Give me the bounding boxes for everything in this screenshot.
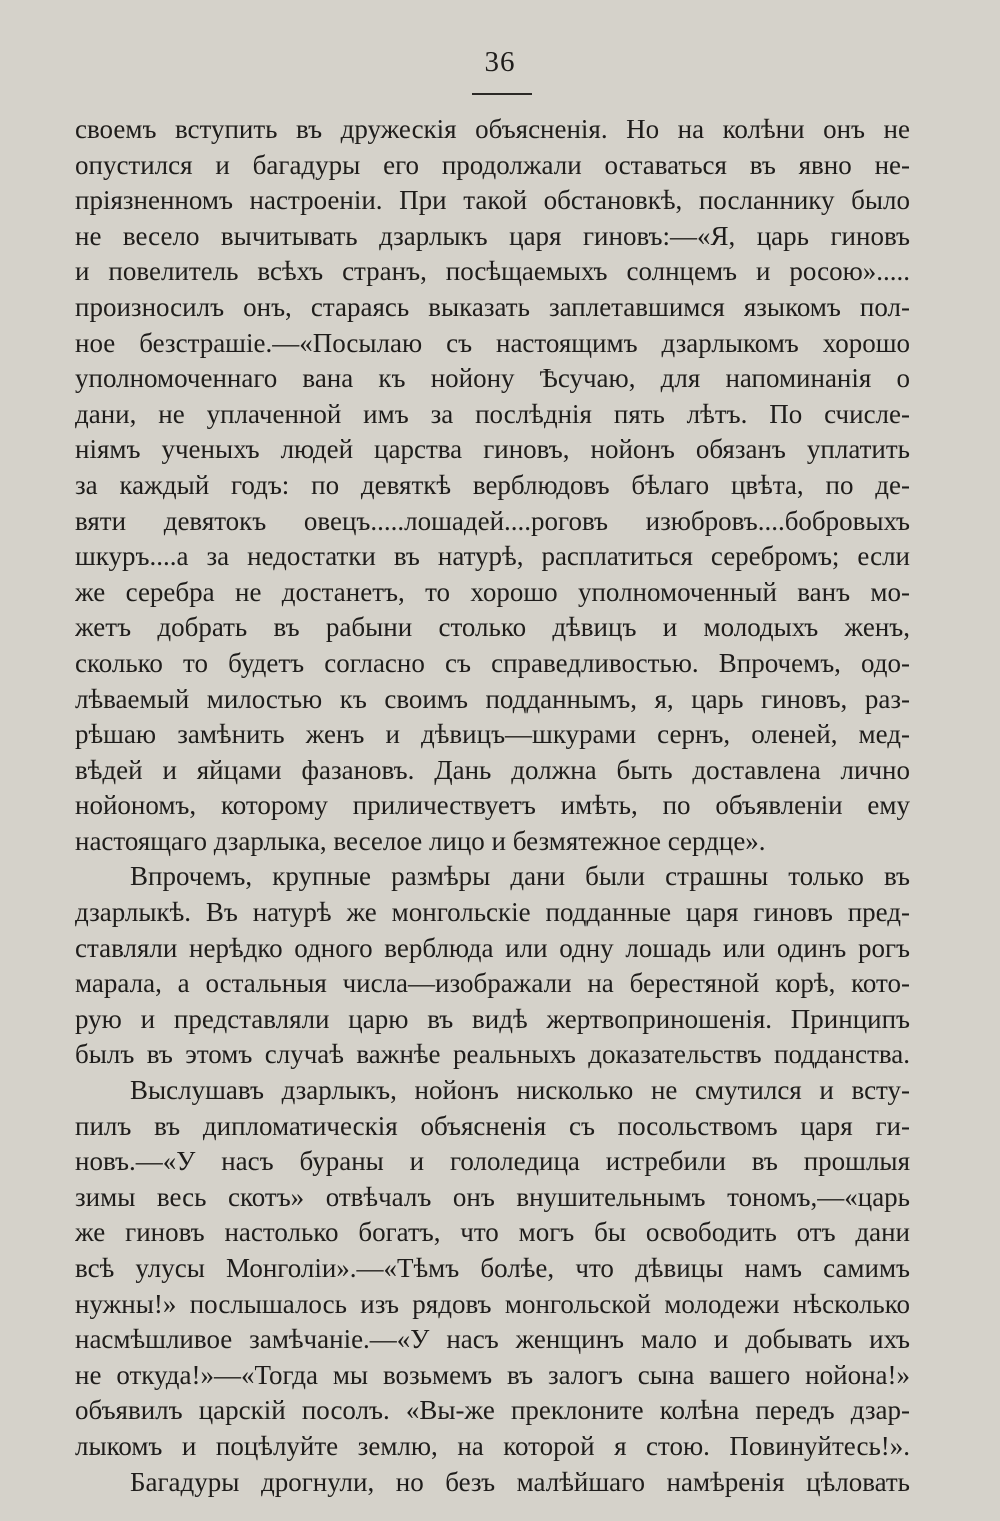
text-line: рую и представляли царю въ видѣ жертвоприношенія. Принципъ — [75, 1003, 910, 1034]
text-line: лѣваемый милостью къ своимъ подданнымъ, я, царь гиновъ, раз- — [75, 683, 910, 714]
text-line: былъ въ этомъ случаѣ важнѣе реальныхъ доказательствъ подданства. — [75, 1039, 910, 1070]
text-line: же серебра не достанетъ, то хорошо уполномоченный ванъ мо- — [75, 576, 910, 607]
text-line: ставляли нерѣдко одного верблюда или одну лошадь или одинъ рогъ — [75, 932, 910, 963]
text-line: не весело вычитывать дзарлыкъ царя гиновъ:—«Я, царь гиновъ — [75, 220, 910, 251]
text-line: нойономъ, которому приличествуетъ имѣть, по объявленіи ему — [75, 790, 910, 821]
page-number: 36 — [484, 46, 516, 78]
text-line: жетъ добрать въ рабыни столько дѣвицъ и молодыхъ женъ, — [75, 612, 910, 643]
text-line: Выслушавъ дзарлыкъ, нойонъ нисколько не смутился и всту- — [130, 1075, 910, 1106]
text-line: не откуда!»—«Тогда мы возьмемъ въ залогъ сына вашего нойона!» — [75, 1359, 910, 1390]
text-line: нужны!» послышалось изъ рядовъ монгольской молодежи нѣсколько — [75, 1288, 910, 1319]
text-line: своемъ вступить въ дружескія объясненія. Но на колѣни онъ не — [75, 114, 910, 144]
text-line: рѣшаю замѣнить женъ и дѣвицъ—шкурами сернъ, оленей, мед- — [75, 719, 910, 750]
text-line: марала, а остальныя числа—изображали на берестяной корѣ, кото- — [75, 968, 910, 999]
text-line: вѣдей и яйцами фазановъ. Дань должна быть доставлена лично — [75, 754, 910, 785]
text-line: вяти девятокъ овецъ.....лошадей....роговъ изюбровъ....бобровыхъ — [75, 505, 910, 536]
text-line: дани, не уплаченной имъ за послѣднія пять лѣтъ. По счисле- — [75, 398, 910, 429]
text-line: Впрочемъ, крупные размѣры дани были страшны только въ — [130, 861, 910, 892]
text-line: пріязненномъ настроеніи. При такой обстановкѣ, посланнику было — [75, 185, 910, 216]
text-line: произносилъ онъ, стараясь выказать заплетавшимся языкомъ пол- — [75, 291, 910, 322]
text-line: ное безстрашіе.—«Посылаю съ настоящимъ дзарлыкомъ хорошо — [75, 327, 910, 358]
text-line: насмѣшливое замѣчаніе.—«У насъ женщинъ мало и добывать ихъ — [75, 1324, 910, 1355]
text-line: уполномоченнаго вана къ нойону Ѣсучаю, для напоминанія о — [75, 363, 910, 394]
text-line: за каждый годъ: по девяткѣ верблюдовъ бѣлаго цвѣта, по де- — [75, 469, 910, 500]
text-line: пилъ въ дипломатическія объясненія съ посольствомъ царя ги- — [75, 1110, 910, 1141]
text-line: настоящаго дзарлыка, веселое лицо и безмятежное сердце». — [75, 825, 766, 856]
text-line: объявилъ царскій посолъ. «Вы-же преклоните колѣна передъ дзар- — [75, 1395, 910, 1426]
text-line: дзарлыкѣ. Въ натурѣ же монгольскіе подданные царя гиновъ пред- — [75, 897, 910, 928]
text-line: новъ.—«У насъ бураны и гололедица истребили въ прошлыя — [75, 1146, 910, 1177]
page-number-underline — [472, 93, 532, 95]
text-line: же гиновъ настолько богатъ, что могъ бы освободить отъ дани — [75, 1217, 910, 1248]
text-line: всѣ улусы Монголіи».—«Тѣмъ болѣе, что дѣвицы намъ самимъ — [75, 1253, 910, 1283]
text-line: сколько то будетъ согласно съ справедливостью. Впрочемъ, одо- — [75, 647, 910, 678]
text-line: зимы весь скотъ» отвѣчалъ онъ внушительнымъ тономъ,—«царь — [75, 1181, 910, 1212]
text-line: шкуръ....а за недостатки въ натурѣ, расплатиться серебромъ; если — [75, 541, 910, 572]
text-line: Багадуры дрогнули, но безъ малѣйшаго намѣренія цѣловать — [130, 1466, 910, 1497]
text-line: опустился и багадуры его продолжали оставаться въ явно не- — [75, 149, 910, 180]
text-line: ніямъ ученыхъ людей царства гиновъ, нойонъ обязанъ уплатить — [75, 434, 910, 465]
text-line: лыкомъ и поцѣлуйте землю, на которой я стою. Повинуйтесь!». — [75, 1430, 910, 1461]
body-text — [75, 112, 910, 1500]
text-line: и повелитель всѣхъ странъ, посѣщаемыхъ солнцемъ и росою»..... — [75, 256, 910, 287]
